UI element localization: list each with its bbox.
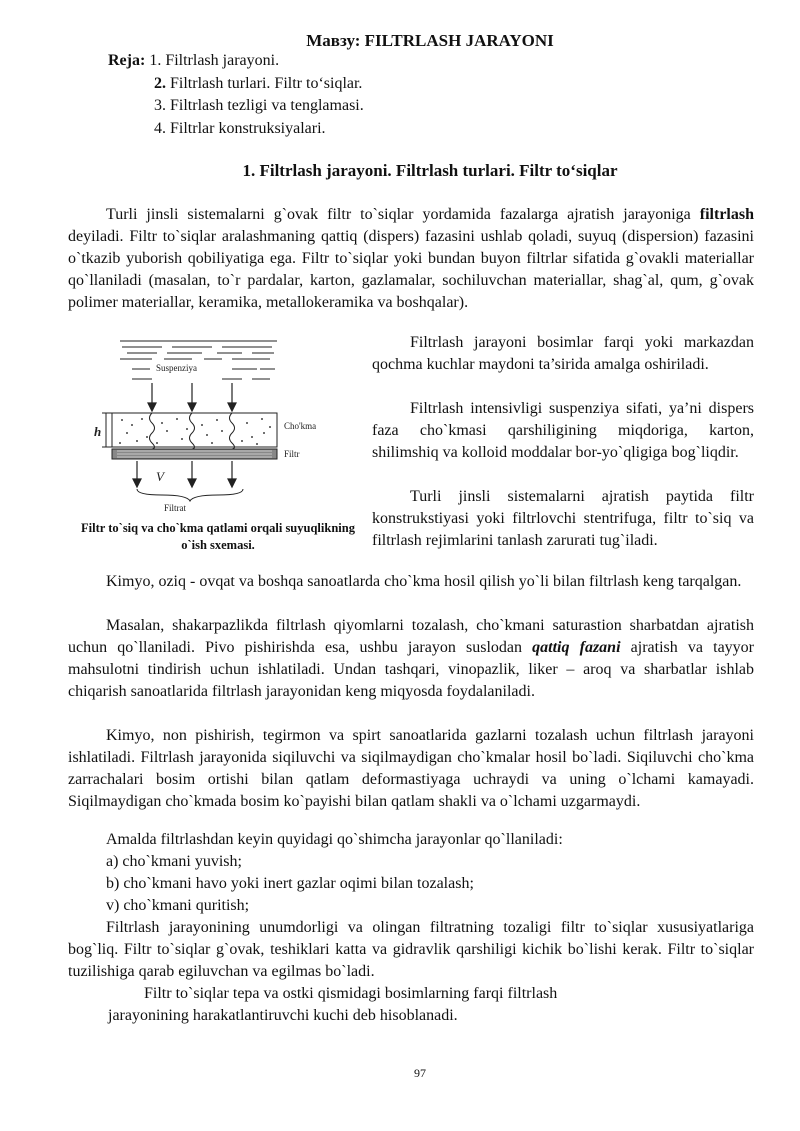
label-h: h	[94, 424, 102, 439]
plan-block	[108, 50, 364, 140]
paragraph-text: Masalan, shakarpazlikda filtrlash qiyomlarni tozalash, cho`kmani saturastion sharbatdan ajratish uchun qo`llaniladi. Pivo pishirishda esa, ushbu jarayon suslodan	[68, 617, 754, 656]
right-paragraph-3: Turli jinsli sistemalarni ajratish paytida filtr konstrukstiyasi yoki filtrlovchi stentrifuga, filtr to`siq va filtrlash rejimlarini tanlash zarurati tug`iladi.	[372, 488, 754, 549]
filtrate-brace	[137, 489, 243, 501]
paragraph-text: Turli jinsli sistemalarni g`ovak filtr to`siqlar yordamida fazalarga ajratish jarayoniga	[106, 206, 691, 223]
suspension-lines	[120, 341, 277, 379]
filtration-diagram	[92, 335, 352, 515]
paragraph-6: Filtrlash jarayonining unumdorligi va olingan filtratning tozaligi filtr to`siqlar xususiyatlariga bog`liq. Filtr to`siqlar g`ovak, teshiklari katta va gidravlik qarshiligi kichik bo`lishi kerak. Filtr to`siqlar tuzilishiga qarab egiluvchan va egilmas bo`ladi.	[68, 919, 754, 980]
paragraph-4: Kimyo, non pishirish, tegirmon va spirt sanoatlarida gazlarni tozalash uchun filtrlash jarayoni ishlatiladi. Filtrlash jarayonida siqiluvchi va siqilmaydigan cho`kmalar hosil bo`ladi. Siqiluvchi cho`kma zarrachalari bosim ortishi bilan qatlam deformastiyaga uchraydi va uning o`lchami kamayadi. Siqilmaydigan cho`kmada bosim ko`payishi bilan qatlam shakli va o`lchami uzgarmaydi.	[68, 727, 754, 810]
label-suspension: Suspenziya	[156, 363, 197, 373]
plan-label: Reja:	[108, 52, 146, 69]
label-filter: Filtr	[284, 449, 300, 459]
plan-item-text: Filtrlash turlari. Filtr to‘siqlar.	[170, 74, 363, 92]
paragraph-1	[68, 204, 754, 314]
label-filtrate: Filtrat	[164, 503, 186, 513]
plan-item-4	[108, 118, 364, 141]
list-item-a: a) cho`kmani yuvish;	[106, 853, 242, 870]
plan-item-num: 2.	[154, 74, 166, 92]
flow-arrows	[148, 383, 236, 411]
paragraph-7-line-2: jarayonining harakatlantiruvchi kuchi deb hisoblanadi.	[108, 1007, 458, 1024]
label-v: V	[156, 469, 164, 484]
figure-caption: Filtr to`siq va cho`kma qatlami orqali suyuqlikning o`ish sxemasi.	[81, 521, 355, 552]
plan-item-num: 3.	[154, 97, 166, 114]
plan-item-2	[108, 73, 364, 96]
plan-item-num: 1.	[149, 52, 162, 69]
list-item-b: b) cho`kmani havo yoki inert gazlar oqimi bilan tozalash;	[106, 875, 474, 892]
page-title: Мавзу: FILTRLASH JARAYONI	[306, 31, 554, 50]
term-filtrlash: filtrlash	[699, 206, 754, 223]
paragraph-text: deyiladi. Filtr to`siqlar aralashmaning qattiq (dispers) fazasini ushlab qoladi, suyuq (dispersion) fazasini o`tkazib yuborish qobiliyatiga ega. Filtr to`siqlar yoki bundan buyon filtrlar sifatida g`ovakli materiallar qo`llaniladi (masalan, to`r pardalar, karton, gazlamalar, sochiluvchan materiallar, shag`al, qum, g`ovak polimer materiallar, keramika, metallokeramika va boshqalar).	[68, 228, 754, 311]
paragraph-5-intro: Amalda filtrlashdan keyin quyidagi qo`shimcha jarayonlar qo`llaniladi:	[106, 831, 563, 848]
paragraph-2: Kimyo, oziq - ovqat va boshqa sanoatlarda cho`kma hosil qilish yo`li bilan filtrlash keng tarqalgan.	[106, 573, 742, 590]
plan-item-text: Filtrlash jarayoni.	[165, 52, 280, 69]
plan-item-text: Filtrlar konstruksiyalari.	[170, 119, 326, 137]
h-dimension	[102, 413, 112, 447]
filtrate-arrows	[133, 461, 236, 487]
plan-item-num: 4.	[154, 119, 166, 137]
plan-item-text: Filtrlash tezligi va tenglamasi.	[170, 97, 364, 114]
right-paragraph-2: Filtrlash intensivligi suspenziya sifati, ya’ni dispers faza cho`kmasi qarshiligining miqdoriga, karton, shilimshiq va kolloid moddalar bor-yo`qligiga bog`liqdir.	[372, 400, 754, 461]
right-paragraph-1: Filtrlash jarayoni bosimlar farqi yoki markazdan qochma kuchlar maydoni ta’sirida amalga oshiriladi.	[372, 334, 754, 373]
paragraph-7-line-1: Filtr to`siqlar tepa va ostki qismidagi bosimlarning farqi filtrlash	[144, 985, 558, 1002]
list-item-v: v) cho`kmani quritish;	[106, 897, 250, 914]
term-qattiq-fazani: qattiq fazani	[532, 639, 621, 656]
paragraph-text: ajratish va tayyor mahsulotni tindirish uchun ishlatiladi. Undan tashqari, vinopazlik, liker – aroq va sharbatlar ishlab chiqarish sanoatlarida filtrlash jarayonidan keng miqyosda foydalaniladi.	[68, 639, 755, 700]
page-number: 97	[414, 1066, 426, 1080]
plan-item-3	[108, 95, 364, 118]
label-cake: Cho'kma	[284, 421, 317, 431]
section-title: 1. Filtrlash jarayoni. Filtrlash turlari. Filtr to‘siqlar	[242, 161, 618, 180]
plan-item-1	[108, 50, 364, 73]
paragraph-3	[68, 615, 754, 703]
